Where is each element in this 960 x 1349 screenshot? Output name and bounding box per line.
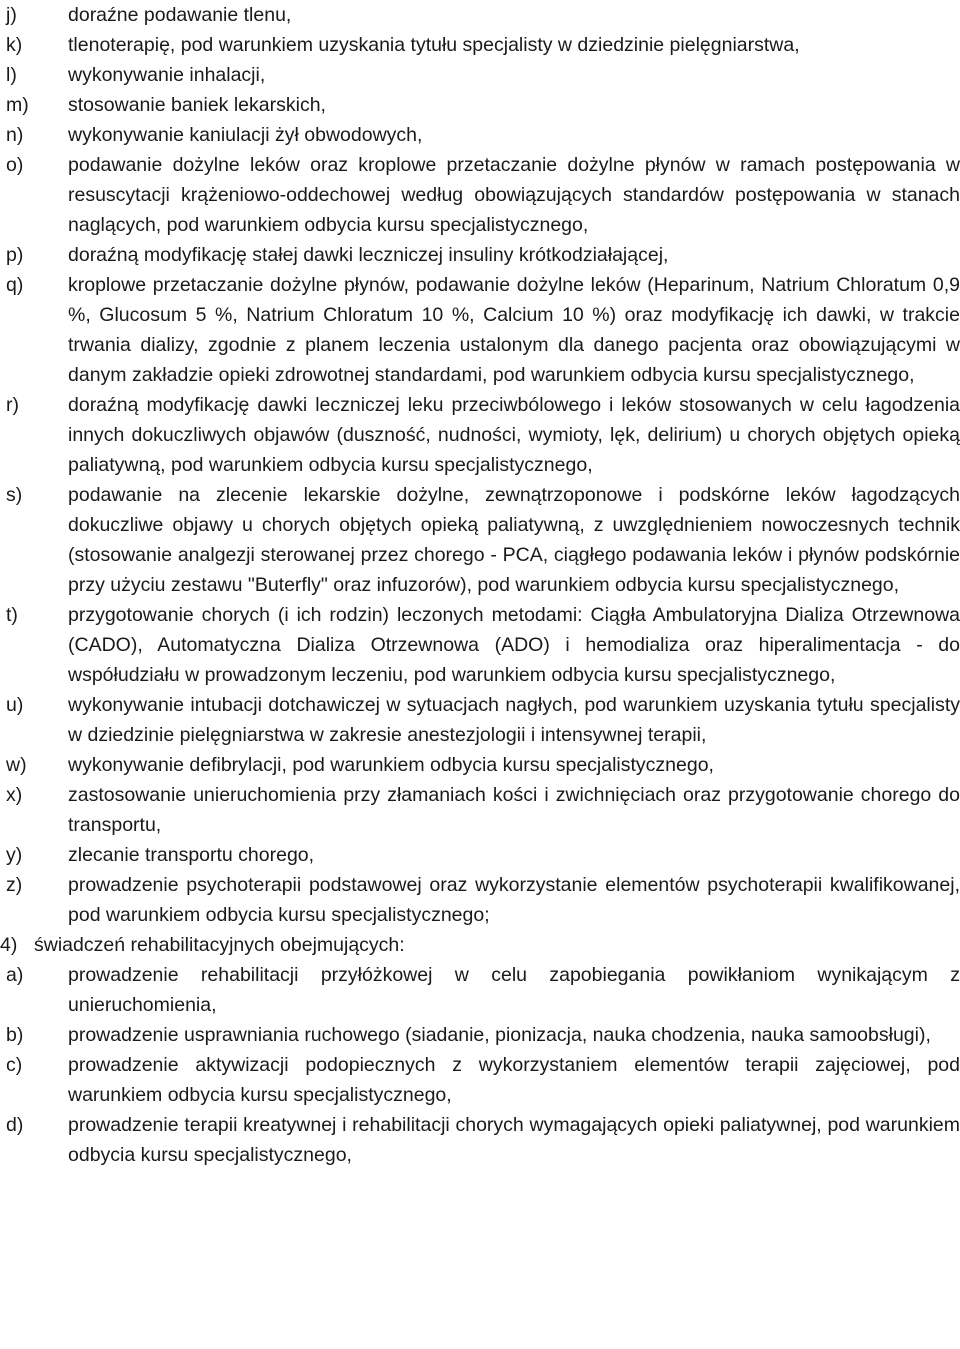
list-item-text: wykonywanie defibrylacji, pod warunkiem odbycia kursu specjalistycznego, (68, 754, 714, 776)
list-item-label: z) (6, 874, 23, 896)
list-item-label: w) (6, 754, 27, 776)
section-title: świadczeń rehabilitacyjnych obejmujących: (34, 934, 405, 956)
list-item (0, 90, 960, 120)
list-item-label: a) (6, 964, 24, 986)
list-item-label: n) (6, 124, 24, 146)
list-item (0, 1110, 960, 1170)
list-item (0, 960, 960, 1020)
list-item-label: y) (6, 844, 23, 866)
list-item (0, 780, 960, 840)
list-item (0, 30, 960, 60)
list-item-text: tlenoterapię, pod warunkiem uzyskania tytułu specjalisty w dziedzinie pielęgniarstwa, (68, 34, 800, 56)
list-item-text: wykonywanie intubacji dotchawiczej w sytuacjach nagłych, pod warunkiem uzyskania tytułu specjalisty w dziedzinie pielęgniarstwa w zakresie anestezjologii i intensywnej terapii, (68, 694, 960, 746)
list-item-label: l) (6, 64, 17, 86)
list-item-label: s) (6, 484, 23, 506)
list-item-text: doraźną modyfikację dawki leczniczej leku przeciwbólowego i leków stosowanych w celu łagodzenia innych dokuczliwych objawów (duszność, nudności, wymioty, lęk, delirium) u chorych objętych opieką paliatywną, pod warunkiem odbycia kursu specjalistycznego, (68, 394, 960, 476)
list-item-text: doraźną modyfikację stałej dawki leczniczej insuliny krótkodziałającej, (68, 244, 669, 266)
list-item-label: k) (6, 34, 23, 56)
list-item-text: kroplowe przetaczanie dożylne płynów, podawanie dożylne leków (Heparinum, Natrium Chloratum 0,9 %, Glucosum 5 %, Natrium Chloratum 10 %, Calcium 10 %) oraz modyfikację ich dawki, w trakcie trwania dializy, zgodnie z planem leczenia ustalonym dla danego pacjenta oraz obowiązującymi w danym zakładzie opieki zdrowotnej standardami, pod warunkiem odbycia kursu specjalistycznego, (68, 274, 960, 386)
list-item (0, 480, 960, 600)
list-item-text: podawanie dożylne leków oraz kroplowe przetaczanie dożylne płynów w ramach postępowania w resuscytacji krążeniowo-oddechowej według obowiązujących standardów postępowania w stanach naglących, pod warunkiem odbycia kursu specjalistycznego, (68, 154, 960, 236)
list-item-text: prowadzenie terapii kreatywnej i rehabilitacji chorych wymagających opieki paliatywnej, pod warunkiem odbycia kursu specjalistycznego, (68, 1114, 960, 1166)
list-item (0, 870, 960, 930)
list-item-label: u) (6, 694, 24, 716)
list-item (0, 150, 960, 240)
list-item (0, 390, 960, 480)
list-item-text: wykonywanie inhalacji, (68, 64, 266, 86)
list-item-label: j) (6, 4, 17, 26)
list-item-label: x) (6, 784, 23, 806)
list-item (0, 690, 960, 750)
list-item-label: c) (6, 1054, 23, 1076)
section-number: 4) (0, 934, 18, 956)
list-item (0, 120, 960, 150)
list-item-label: t) (6, 604, 18, 626)
list-item (0, 0, 960, 30)
list-item-text: doraźne podawanie tlenu, (68, 4, 292, 26)
list-item-label: m) (6, 94, 29, 116)
list-item (0, 1050, 960, 1110)
list-item-label: o) (6, 154, 24, 176)
list-item (0, 270, 960, 390)
list-item-label: q) (6, 274, 24, 296)
list-item-text: zastosowanie unieruchomienia przy złamaniach kości i zwichnięciach oraz przygotowanie chorego do transportu, (68, 784, 960, 836)
list-item-text: prowadzenie aktywizacji podopiecznych z wykorzystaniem elementów terapii zajęciowej, pod warunkiem odbycia kursu specjalistycznego, (68, 1054, 960, 1106)
list-item (0, 600, 960, 690)
list-item (0, 1020, 960, 1050)
list-item-text: podawanie na zlecenie lekarskie dożylne, zewnątrzoponowe i podskórne leków łagodzących dokuczliwe objawy u chorych objętych opieką paliatywną, z uwzględnieniem nowoczesnych technik (stosowanie analgezji sterowanej przez chorego - PCA, ciągłego podawania leków i płynów podskórnie przy użyciu zestawu "Buterfly" oraz infuzorów), pod warunkiem odbycia kursu specjalistycznego, (68, 484, 960, 596)
list-item (0, 240, 960, 270)
list-item-text: stosowanie baniek lekarskich, (68, 94, 326, 116)
list-item-text: prowadzenie rehabilitacji przyłóżkowej w celu zapobiegania powikłaniom wynikającym z unieruchomienia, (68, 964, 960, 1016)
list-item-label: p) (6, 244, 24, 266)
section-heading (0, 930, 960, 960)
list-item-text: zlecanie transportu chorego, (68, 844, 315, 866)
list-item-label: b) (6, 1024, 24, 1046)
list-item-text: prowadzenie psychoterapii podstawowej oraz wykorzystanie elementów psychoterapii kwalifikowanej, pod warunkiem odbycia kursu specjalistycznego; (68, 874, 960, 926)
list-item (0, 840, 960, 870)
list-item-text: prowadzenie usprawniania ruchowego (siadanie, pionizacja, nauka chodzenia, nauka samoobsługi), (68, 1024, 931, 1046)
list-item-label: r) (6, 394, 19, 416)
list-item-text: przygotowanie chorych (i ich rodzin) leczonych metodami: Ciągła Ambulatoryjna Dializa Otrzewnowa (CADO), Automatyczna Dializa Otrzewnowa (ADO) i hemodializa oraz hiperalimentacja - do współudziału w prowadzonym leczeniu, pod warunkiem odbycia kursu specjalistycznego, (68, 604, 960, 686)
list-item-text: wykonywanie kaniulacji żył obwodowych, (68, 124, 423, 146)
list-item (0, 750, 960, 780)
list-item-label: d) (6, 1114, 24, 1136)
list-item (0, 60, 960, 90)
